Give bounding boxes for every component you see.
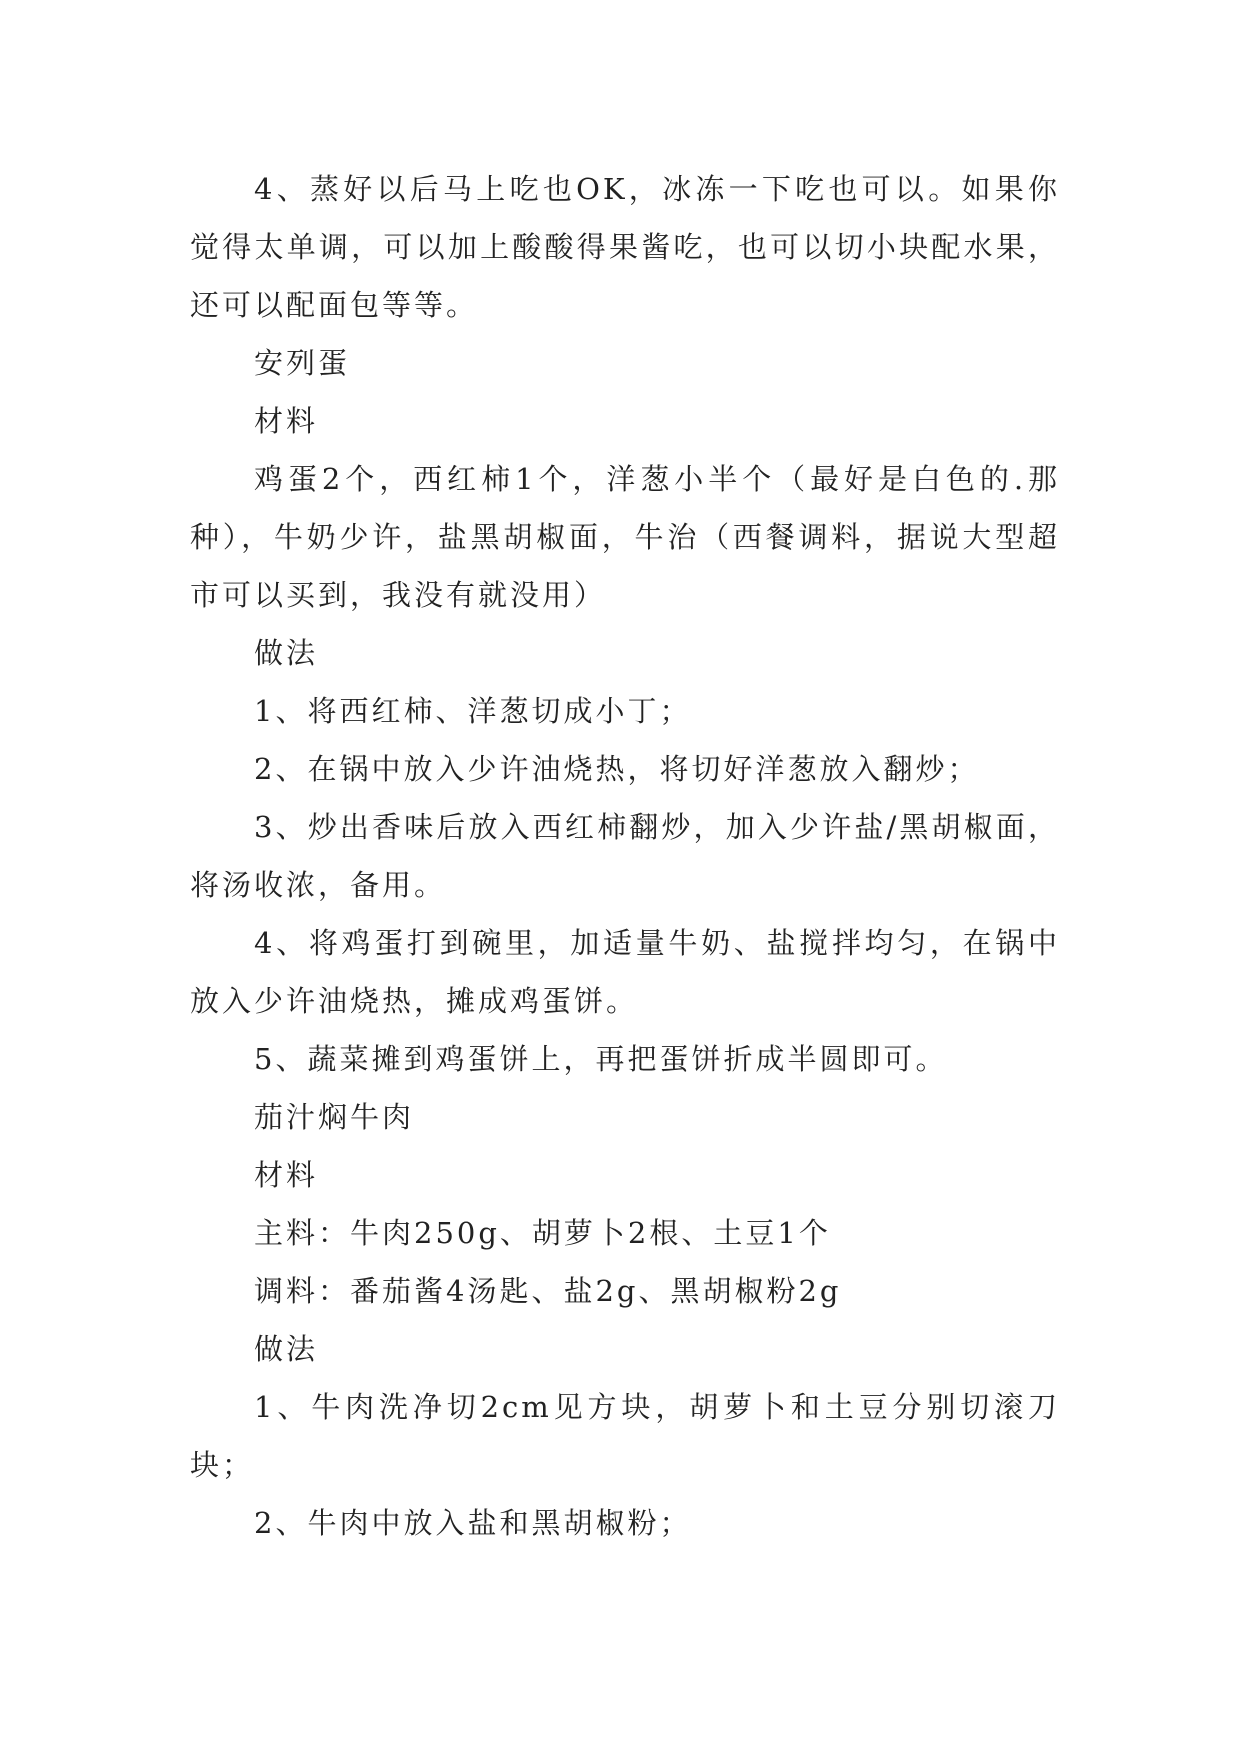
paragraph-omelette-ingredients: 鸡蛋2个，西红柿1个，洋葱小半个（最好是白色的.那种），牛奶少许，盐黑胡椒面，牛治（西餐调料，据说大型超市可以买到，我没有就没用） xyxy=(190,462,1060,612)
recipe-title-omelette: 安列蛋 xyxy=(254,346,351,380)
section-heading-ingredients: 材料 xyxy=(254,404,319,438)
recipe-text-body xyxy=(190,160,1060,1552)
paragraph-steaming-tip: 4、蒸好以后马上吃也OK，冰冻一下吃也可以。如果你觉得太单调，可以加上酸酸得果酱吃，也可以切小块配水果，还可以配面包等等。 xyxy=(190,172,1060,322)
step-item: 3、炒出香味后放入西红柿翻炒，加入少许盐/黑胡椒面，将汤收浓，备用。 xyxy=(190,810,1060,902)
recipe-title-tomato-beef: 茄汁焖牛肉 xyxy=(254,1100,415,1134)
section-heading-method: 做法 xyxy=(254,1332,319,1366)
section-heading-method: 做法 xyxy=(254,636,319,670)
step-item: 4、将鸡蛋打到碗里，加适量牛奶、盐搅拌均匀，在锅中放入少许油烧热，摊成鸡蛋饼。 xyxy=(190,926,1060,1018)
step-item: 5、蔬菜摊到鸡蛋饼上，再把蛋饼折成半圆即可。 xyxy=(254,1042,948,1076)
step-item: 1、牛肉洗净切2cm见方块，胡萝卜和土豆分别切滚刀块； xyxy=(190,1390,1060,1482)
step-item: 2、在锅中放入少许油烧热，将切好洋葱放入翻炒； xyxy=(254,752,980,786)
section-heading-ingredients: 材料 xyxy=(254,1158,319,1192)
paragraph-main-ingredients: 主料：牛肉250g、胡萝卜2根、土豆1个 xyxy=(254,1216,831,1250)
paragraph-seasonings: 调料：番茄酱4汤匙、盐2g、黑胡椒粉2g xyxy=(254,1274,842,1308)
step-item: 2、牛肉中放入盐和黑胡椒粉； xyxy=(254,1506,692,1540)
step-item: 1、将西红柿、洋葱切成小丁； xyxy=(254,694,692,728)
